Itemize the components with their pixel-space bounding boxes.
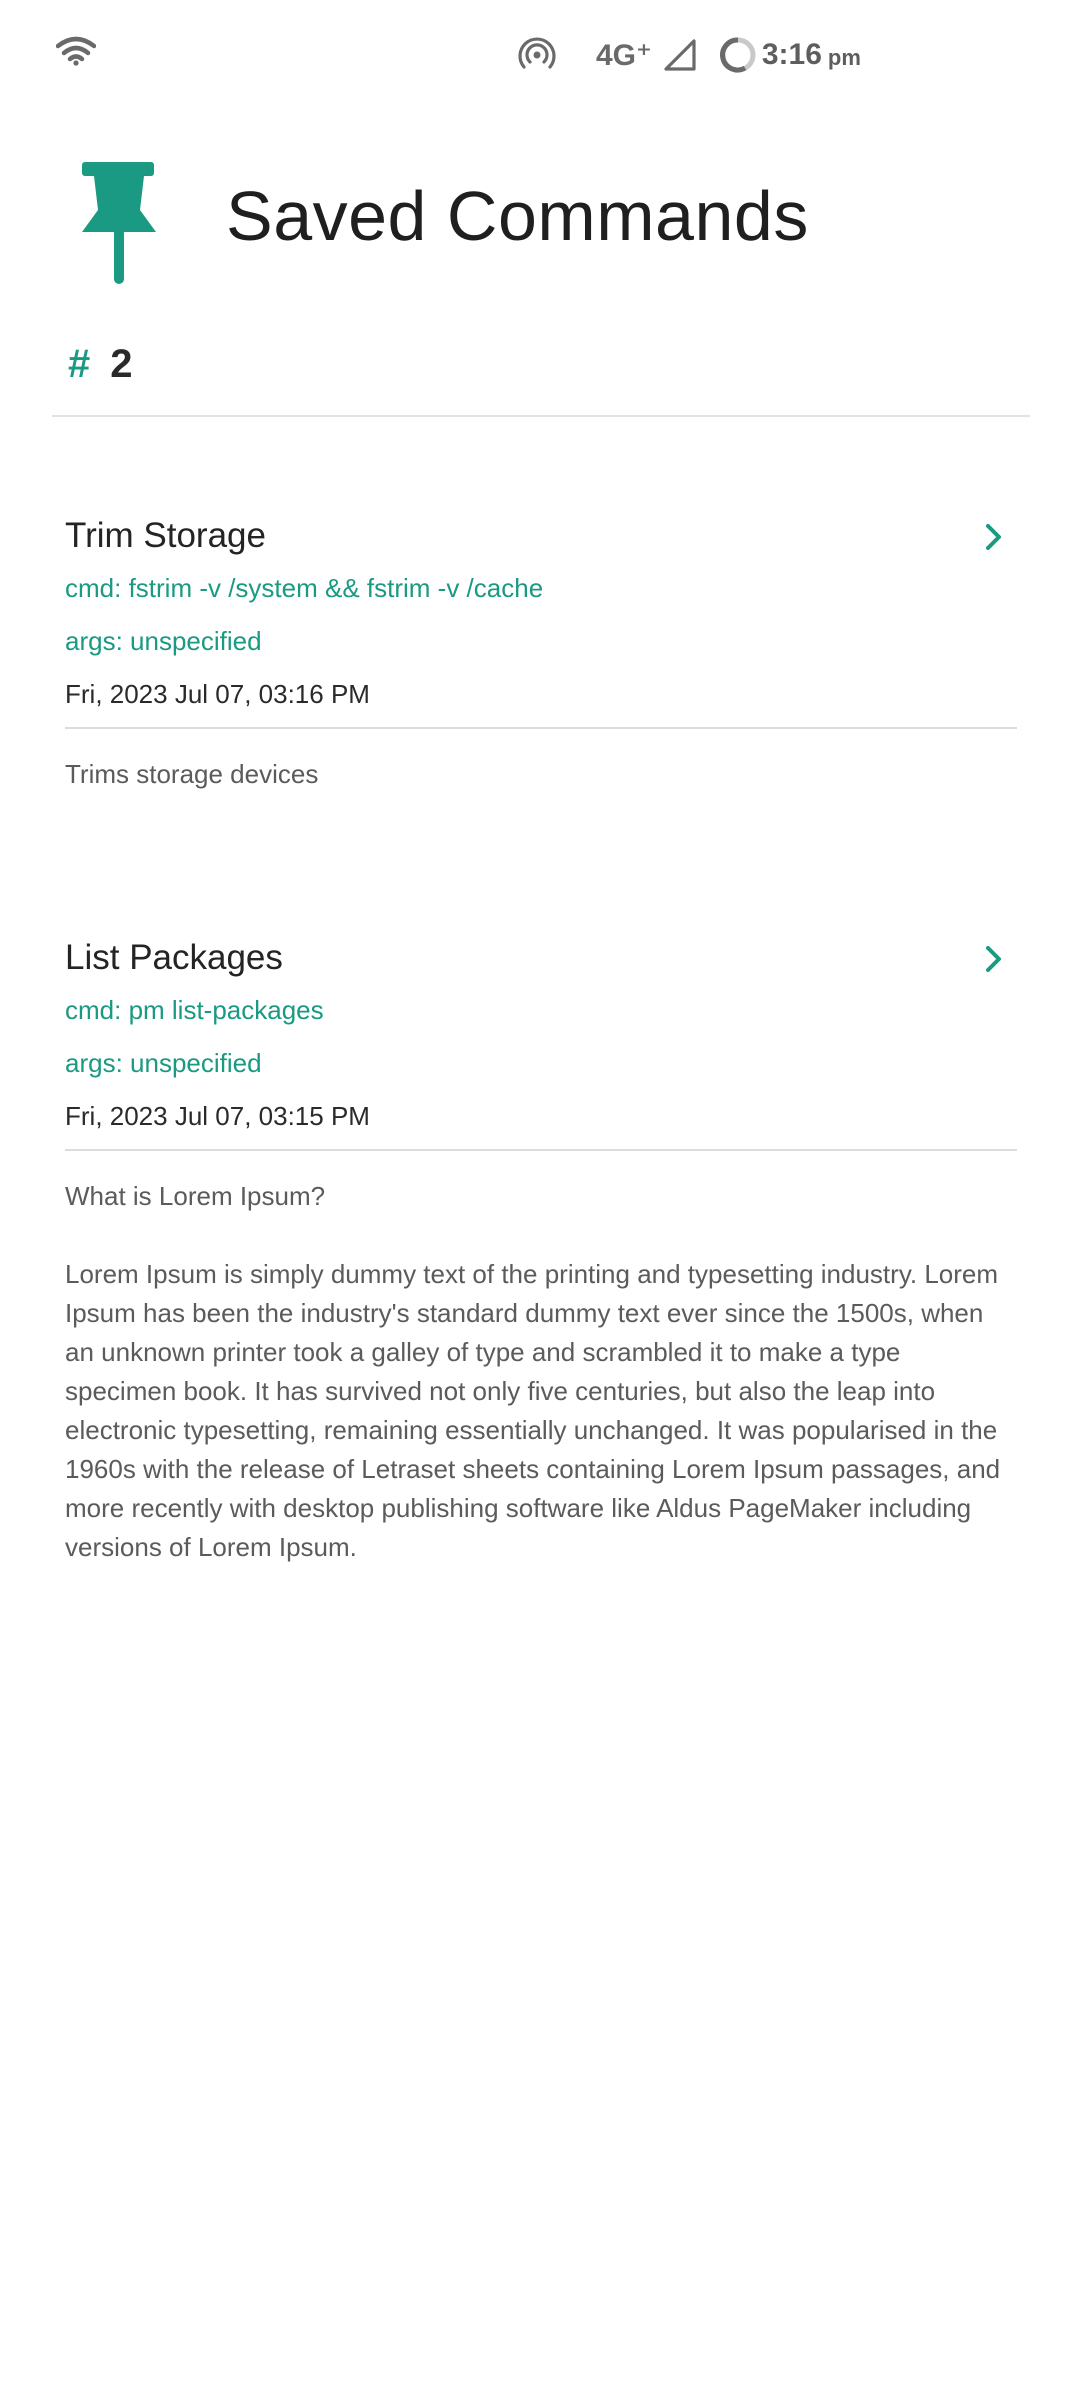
battery-icon: [718, 35, 758, 75]
chevron-right-icon[interactable]: [983, 944, 1005, 974]
card-divider: [65, 1149, 1017, 1151]
hash-symbol: #: [68, 341, 91, 386]
command-cmd: cmd: pm list-packages: [65, 995, 324, 1025]
signal-icon: [662, 37, 698, 73]
command-date: Fri, 2023 Jul 07, 03:15 PM: [65, 1101, 370, 1131]
chevron-right-icon[interactable]: [983, 522, 1005, 552]
command-card[interactable]: [65, 508, 1017, 794]
page-title: Saved Commands: [226, 177, 809, 255]
network-type: 4G⁺: [596, 38, 652, 72]
command-count: [68, 334, 133, 394]
command-description: Trims storage devices: [65, 759, 319, 789]
command-date: Fri, 2023 Jul 07, 03:16 PM: [65, 679, 370, 709]
hotspot-icon: [518, 36, 556, 74]
divider: [52, 415, 1030, 417]
command-cmd: cmd: fstrim -v /system && fstrim -v /cache: [65, 573, 544, 603]
card-header: [65, 508, 1017, 564]
command-args: args: unspecified: [65, 1048, 262, 1078]
wifi-icon: [56, 36, 96, 66]
status-bar: [0, 0, 1080, 110]
pin-icon: [76, 162, 162, 286]
page-header: [0, 150, 1080, 290]
command-description: What is Lorem Ipsum? Lorem Ipsum is simply dummy text of the printing and typesetting industry. Lorem Ipsum has been the industry's standard dummy text ever since the 1500s, when an unknown printer took a galley of type and scrambled it to make a type specimen book. It has survived not only five centuries, but also the leap into electronic typesetting, remaining essentially unchanged. It was popularised in the 1960s with the release of Letraset sheets containing Lorem Ipsum passages, and more recently with desktop publishing software like Aldus PageMaker including versions of Lorem Ipsum.: [65, 1181, 1001, 1562]
clock-time: 3:16: [761, 38, 822, 71]
count-value: 2: [110, 341, 133, 386]
command-name: List Packages: [65, 938, 283, 977]
command-card[interactable]: [65, 930, 1017, 1567]
clock-suffix: pm: [827, 45, 861, 70]
card-divider: [65, 727, 1017, 729]
status-indicators: [518, 30, 861, 80]
command-args: args: unspecified: [65, 626, 262, 656]
card-header: [65, 930, 1017, 986]
command-name: Trim Storage: [65, 516, 266, 555]
